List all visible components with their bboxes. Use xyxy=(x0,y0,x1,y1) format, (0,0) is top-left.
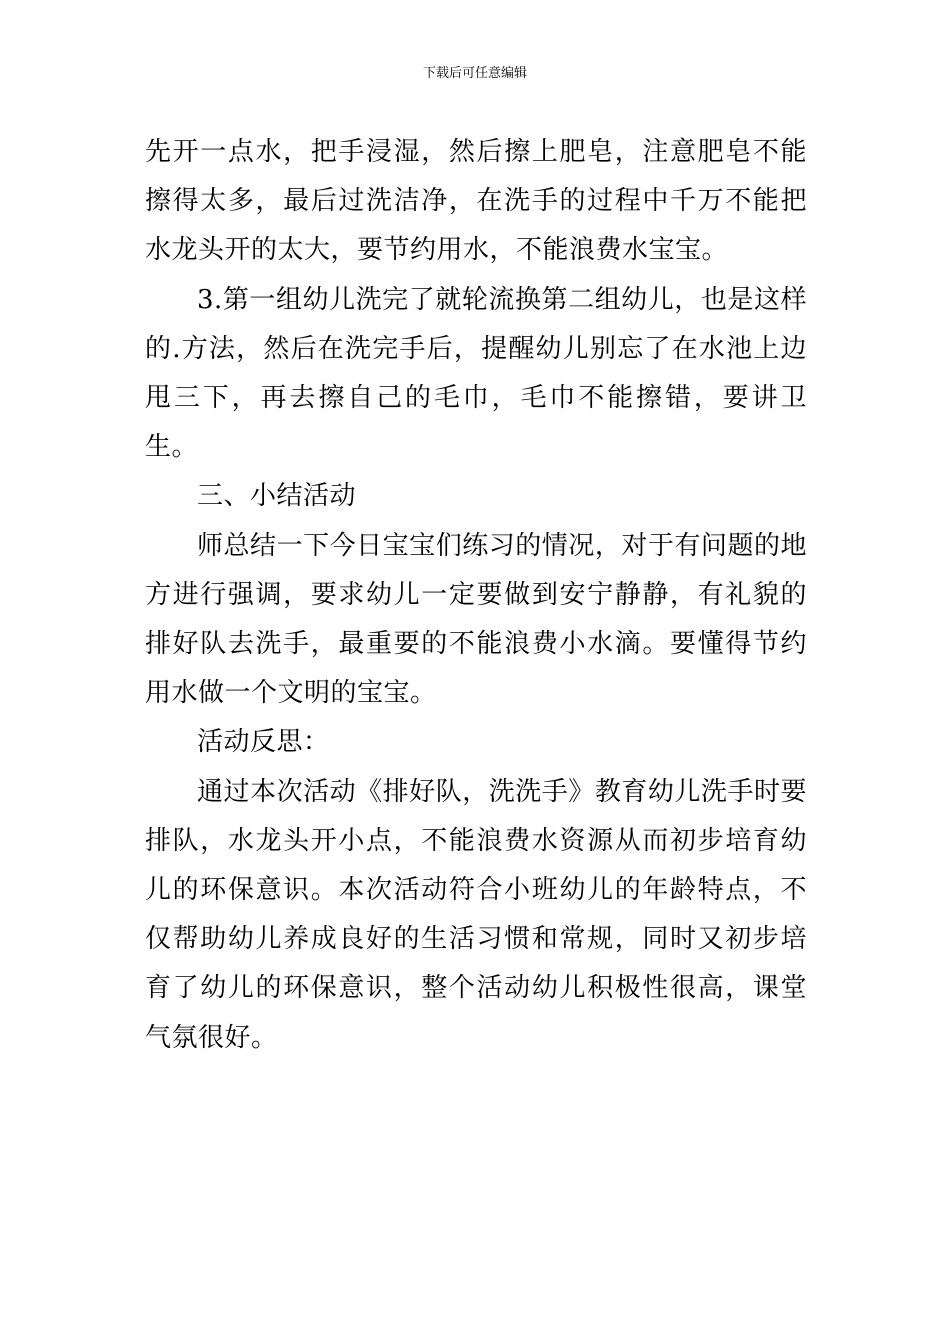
paragraph-group-rotation: 3.第一组幼儿洗完了就轮流换第二组幼儿，也是这样的.方法，然后在洗完手后，提醒幼儿别忘了在水池上边甩三下，再去擦自己的毛巾，毛巾不能擦错，要讲卫生。 xyxy=(145,284,807,463)
paragraph-reflection: 通过本次活动《排好队，洗洗手》教育幼儿洗手时要排队，水龙头开小点，不能浪费水资源从而初步培育幼儿的环保意识。本次活动符合小班幼儿的年龄特点，不仅帮助幼儿养成良好的生活习惯和常规，同时又初步培育了幼儿的环保意识，整个活动幼儿积极性很高，课堂气氛很好。 xyxy=(145,776,807,1053)
paragraph-summary: 师总结一下今日宝宝们练习的情况，对于有问题的地方进行强调，要求幼儿一定要做到安宁静静，有礼貌的排好队去洗手，最重要的不能浪费小水滴。要懂得节约用水做一个文明的宝宝。 xyxy=(145,530,807,709)
document-body xyxy=(145,128,807,1063)
section-heading-summary: 三、小结活动 xyxy=(197,481,357,512)
paragraph-hand-washing-steps: 先开一点水，把手浸湿，然后擦上肥皂，注意肥皂不能擦得太多，最后过洗洁净，在洗手的过程中千万不能把水龙头开的太大，要节约用水，不能浪费水宝宝。 xyxy=(145,137,807,266)
section-heading-reflection: 活动反思： xyxy=(197,727,330,758)
page-header: 下载后可任意编辑 xyxy=(422,66,527,81)
